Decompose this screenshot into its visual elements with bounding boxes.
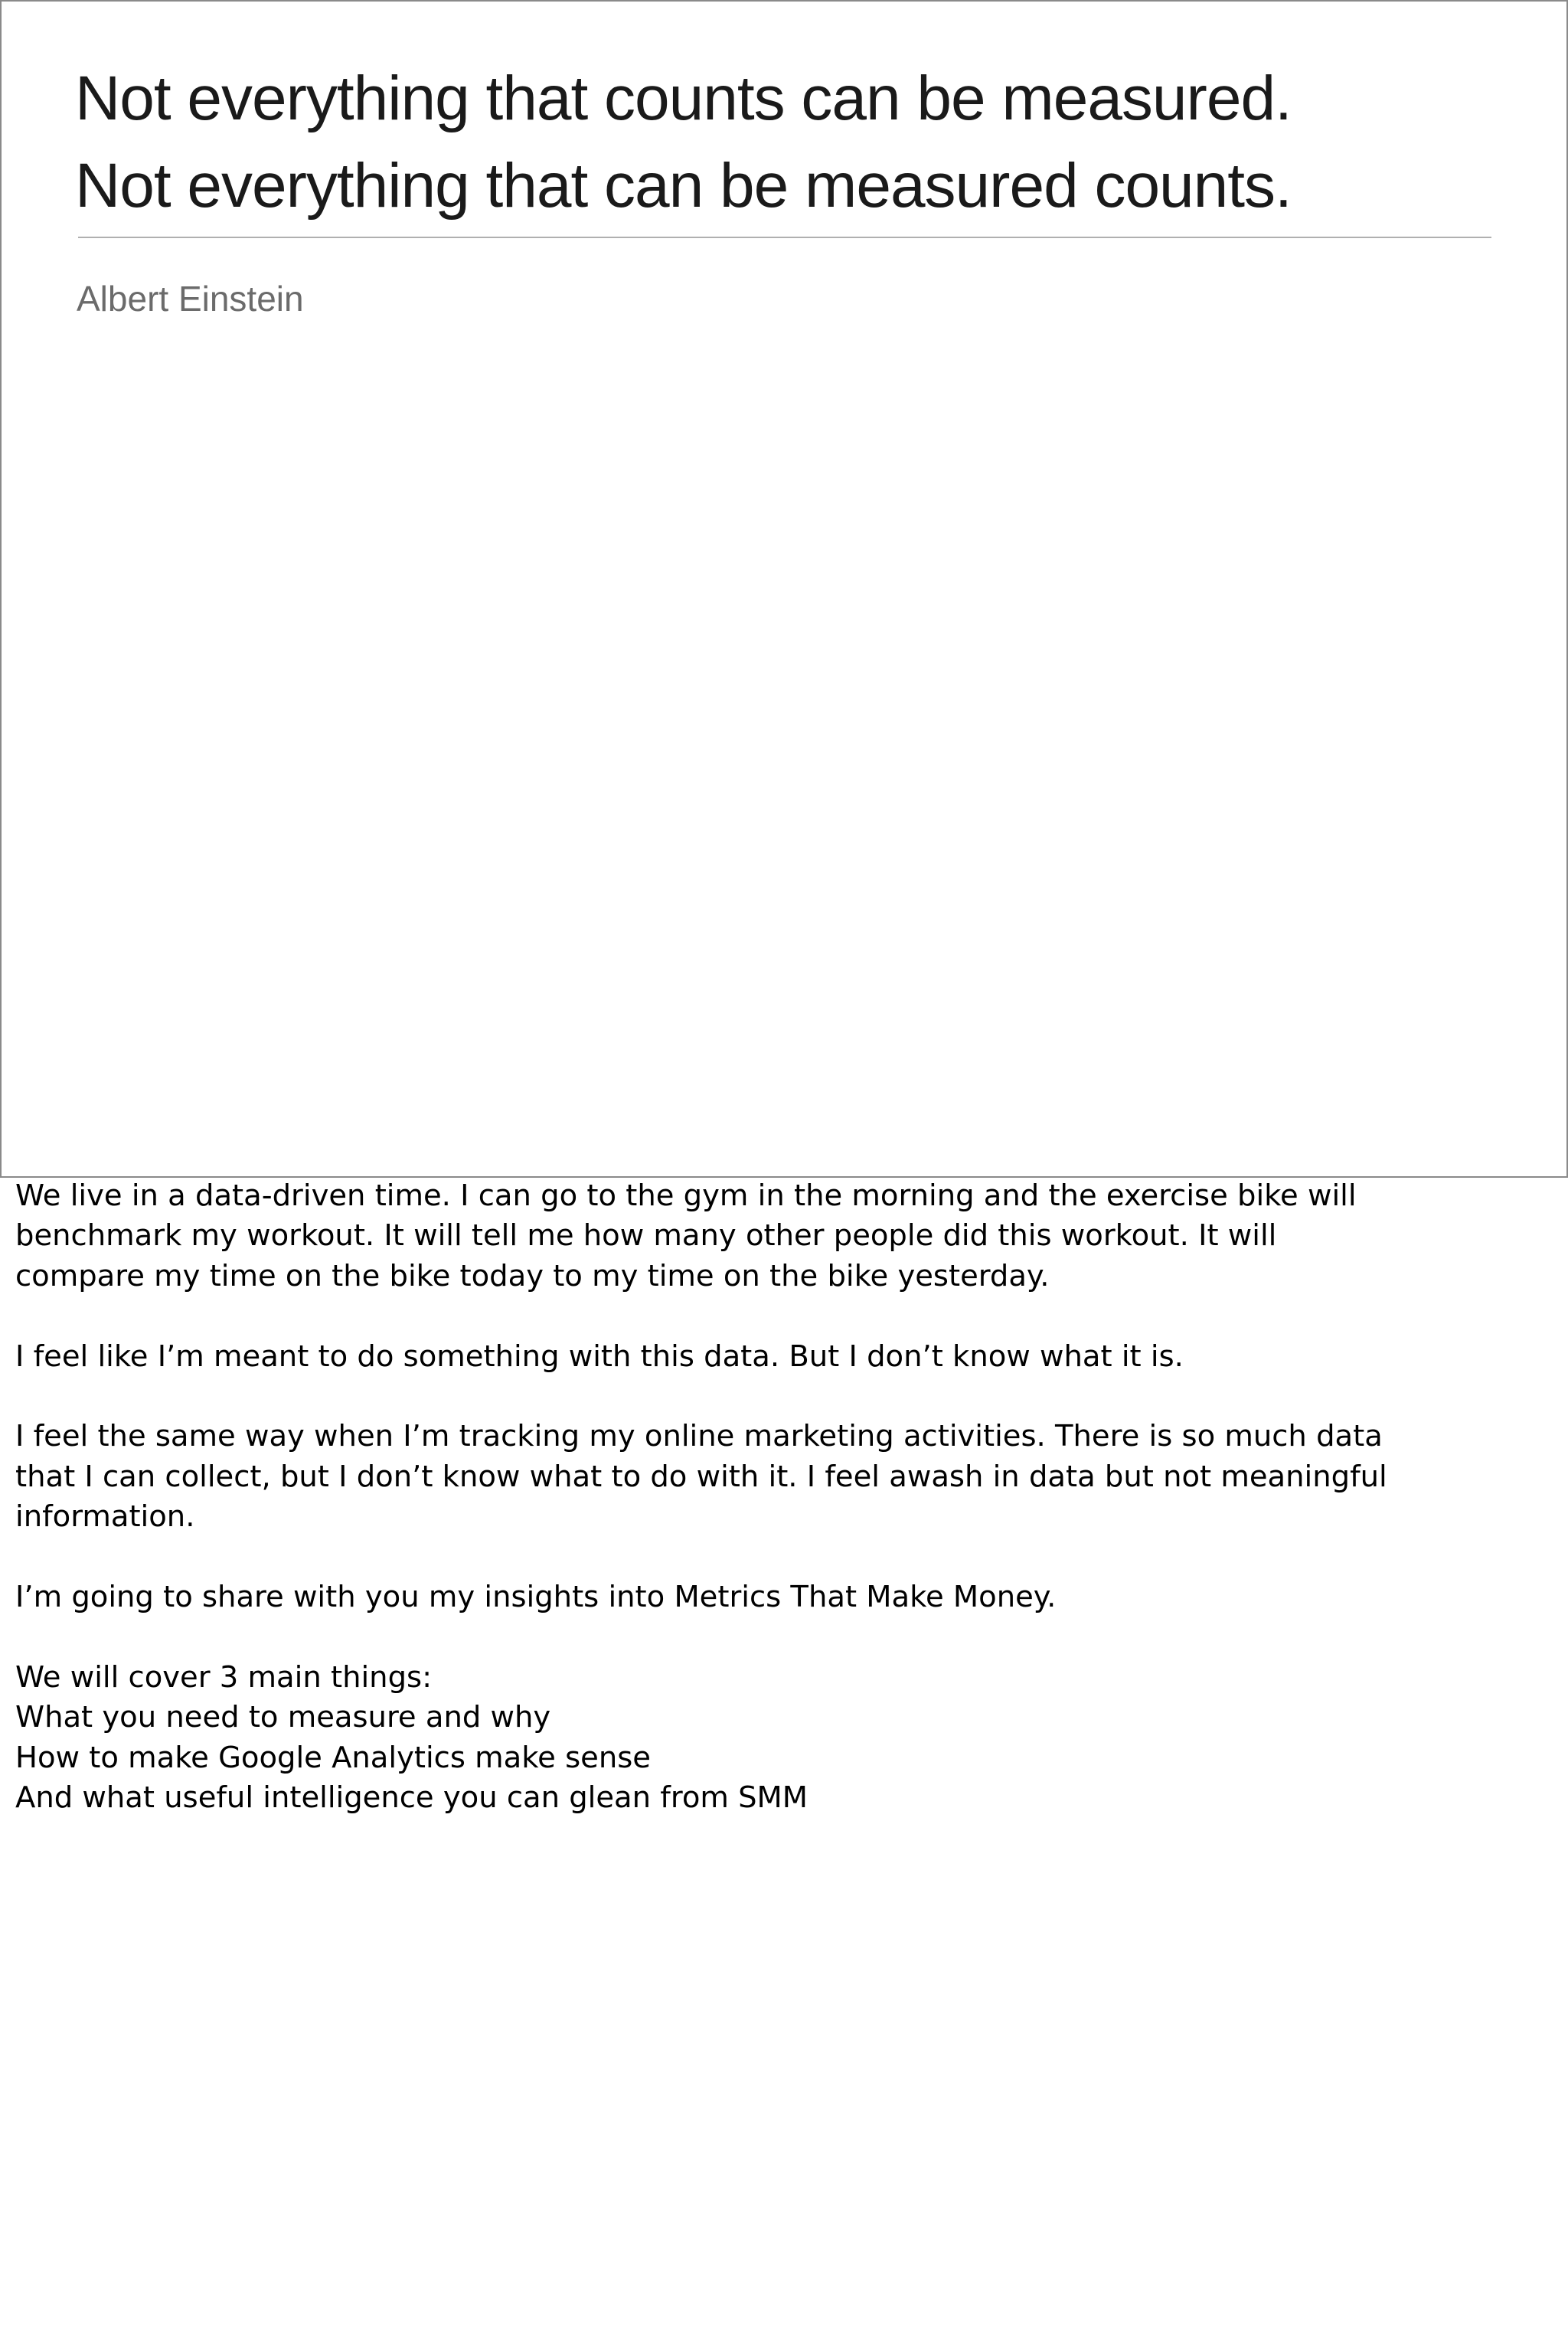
notes-line: I feel like I’m meant to do something with this data. But I don’t know what it is. (15, 1339, 1184, 1374)
quote-attribution: Albert Einstein (77, 279, 304, 319)
notes-line: compare my time on the bike today to my time on the bike yesterday. (15, 1258, 1050, 1293)
divider (78, 237, 1491, 238)
notes-line (15, 1617, 1554, 1657)
notes-line: And what useful intelligence you can glean from SMM (15, 1780, 808, 1816)
notes-line: We will cover 3 main things: (15, 1659, 433, 1695)
quote-line: Not everything that counts can be measured. (75, 64, 1292, 133)
notes-line: What you need to measure and why (15, 1700, 551, 1735)
notes-line: benchmark my workout. It will tell me how many other people did this workout. It will (15, 1218, 1277, 1254)
speaker-notes (15, 1176, 1554, 1818)
quote (75, 55, 1491, 230)
notes-line: information. (15, 1499, 195, 1535)
notes-line: We live in a data-driven time. I can go to the gym in the morning and the exercise bike will (15, 1179, 1357, 1213)
notes-line (15, 1296, 1554, 1336)
notes-line (15, 1538, 1554, 1577)
notes-line: that I can collect, but I don’t know what to do with it. I feel awash in data but not meaningful (15, 1459, 1387, 1494)
notes-line: I’m going to share with you my insights into Metrics That Make Money. (15, 1580, 1057, 1615)
quote-line: Not everything that can be measured counts. (75, 151, 1292, 221)
notes-line (15, 1377, 1554, 1417)
notes-line: How to make Google Analytics make sense (15, 1740, 651, 1775)
notes-line: I feel the same way when I’m tracking my online marketing activities. There is so much data (15, 1419, 1383, 1454)
